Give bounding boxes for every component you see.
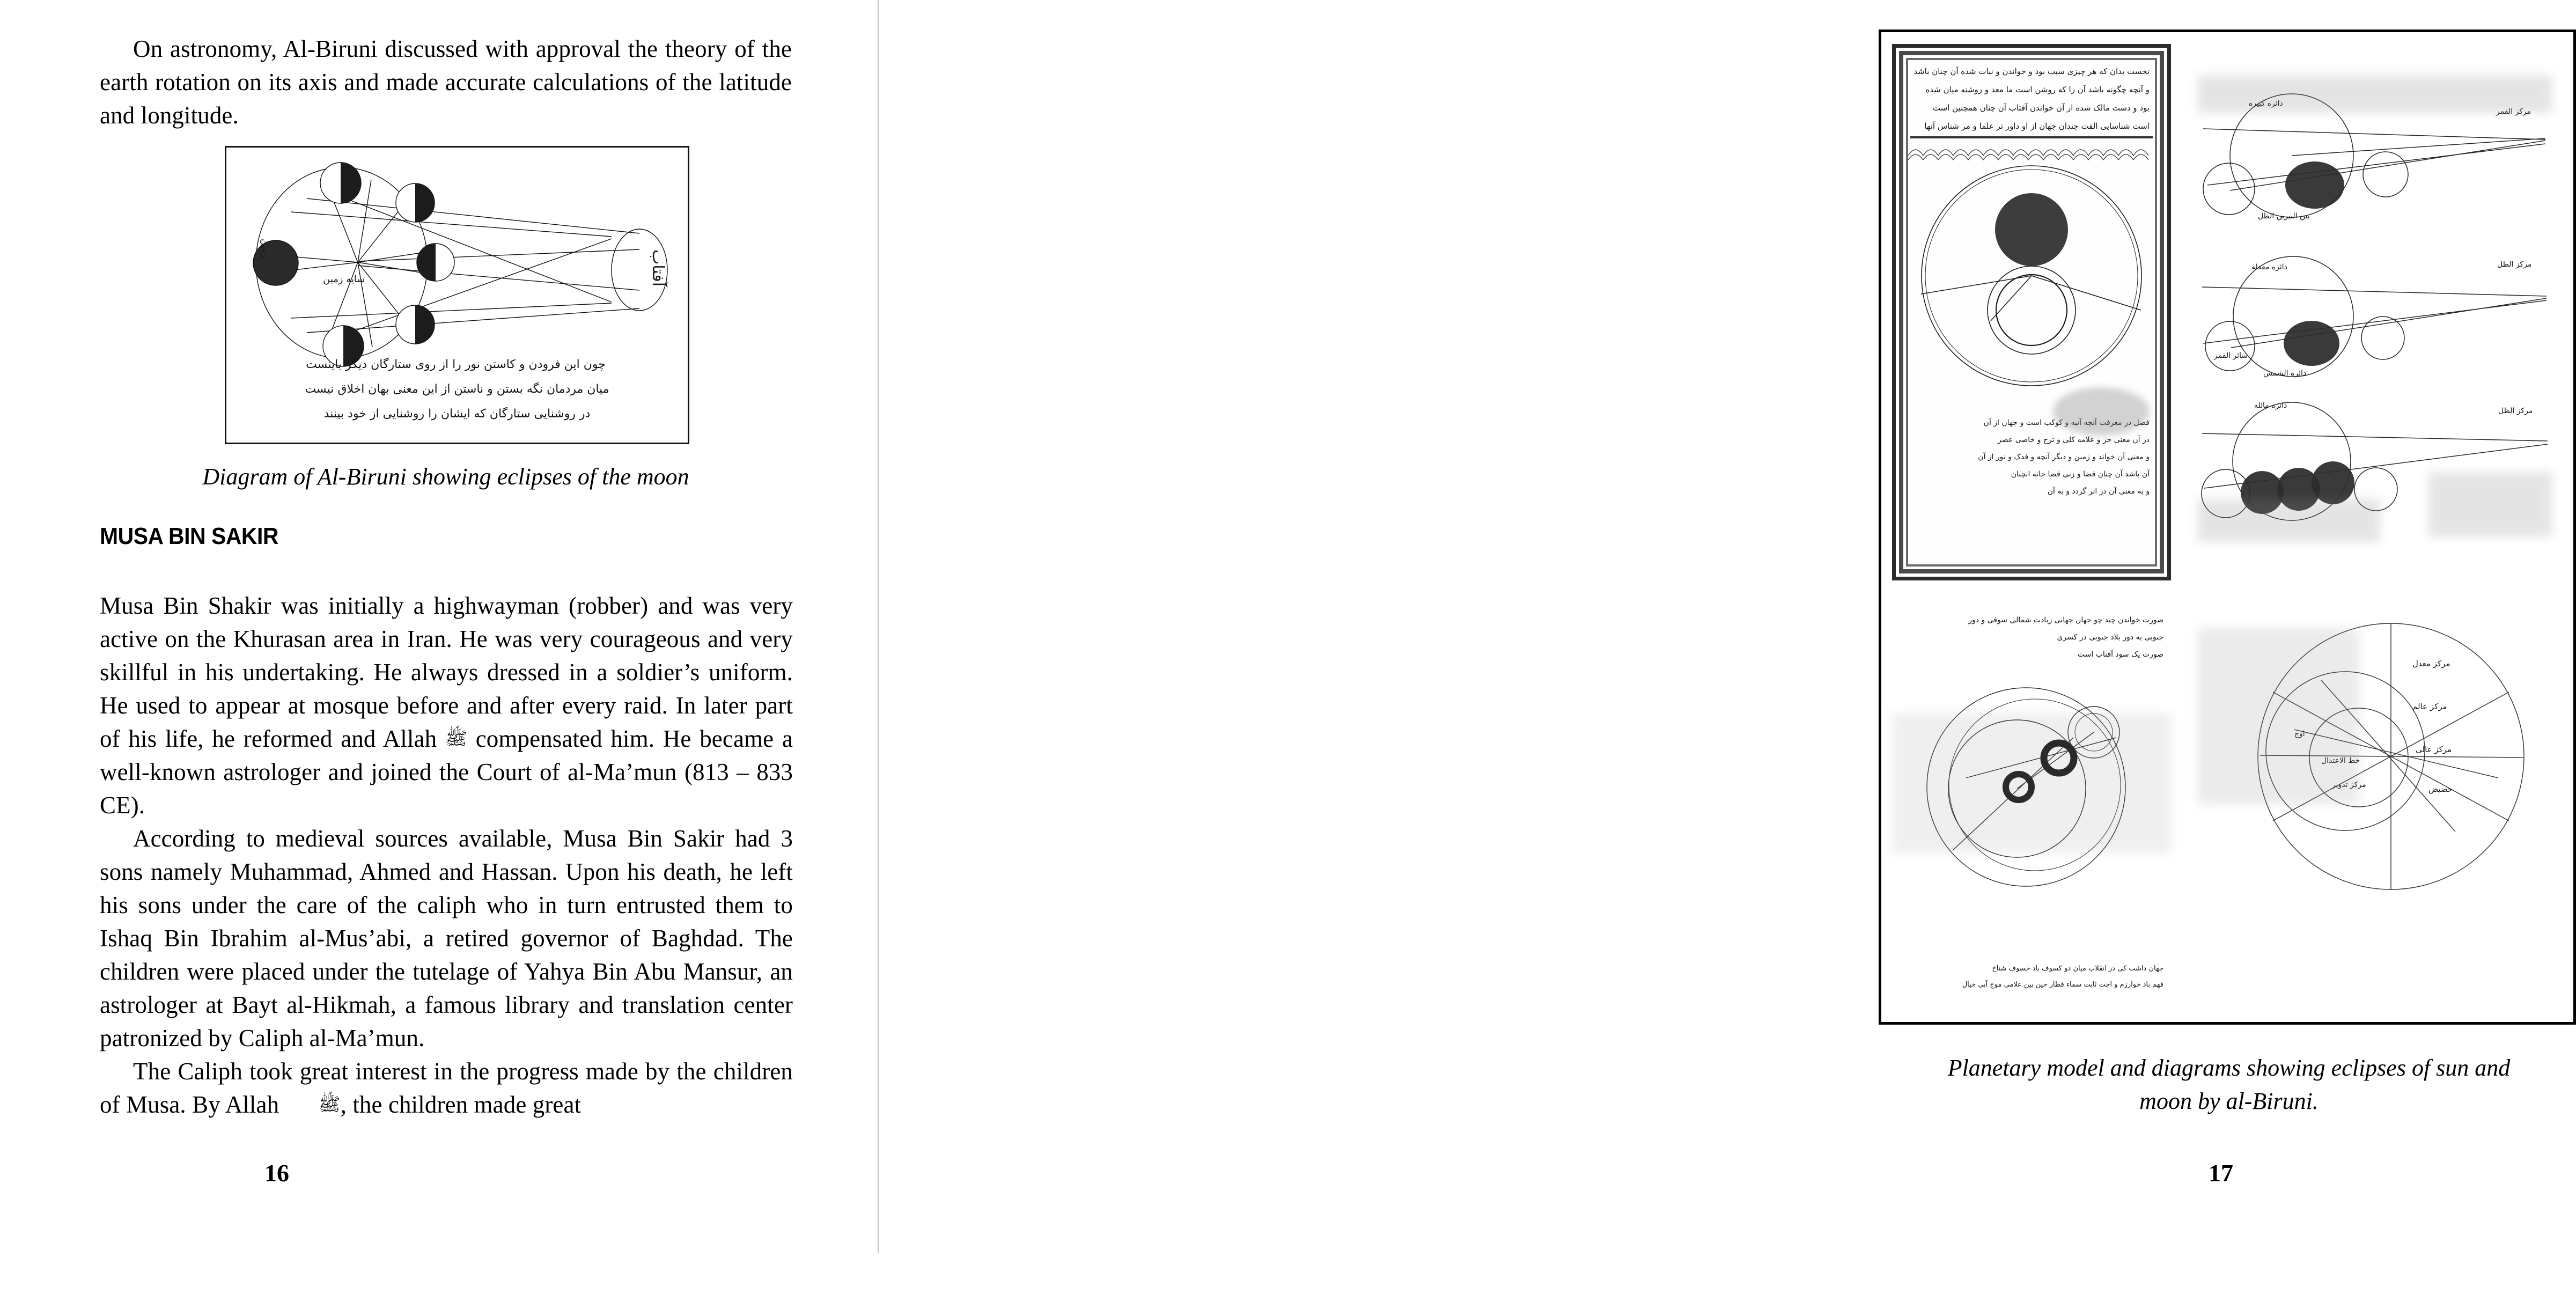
- manuscript-rule: [1910, 136, 2153, 138]
- panel-eclipse-1: [2198, 75, 2552, 236]
- planetary-bottom-text: [1900, 961, 2163, 993]
- panel-eclipse-3: [2198, 397, 2552, 558]
- shaded-disc: [2284, 321, 2339, 366]
- scan-smudge: [2198, 628, 2359, 805]
- section-heading-musa-bin-sakir: MUSA BIN SAKIR: [100, 523, 278, 549]
- circle-label-1: مرکز معدل: [2412, 659, 2450, 668]
- paragraph-caliph-part-b: , the children made great: [340, 1091, 582, 1118]
- eclipse-1-label-2: مرکز القمر: [2496, 107, 2531, 116]
- figure-shadow-label: سایه زمین: [323, 274, 365, 285]
- circle-label-3: مرکز عالی: [2416, 745, 2452, 754]
- manuscript-line-4: است شناسایی الفت چندان جهان از او داور تر علما و مر شناس آنها: [1924, 121, 2150, 131]
- scan-smudge: [2198, 499, 2380, 542]
- planetary-bottom-line-1: جهان داشت کی در انقلاب میان دو کسوف باد خسوف شناخ: [1992, 965, 2163, 973]
- paragraph-musa-1-part-b: compensated him. He became a well-known astrologer and joined the Court of al-Ma’mun (813 – 833 CE).: [100, 725, 793, 819]
- eclipse-3-label-2: مرکز الظل: [2498, 407, 2533, 415]
- panel-planetary-model: [1892, 606, 2171, 1001]
- figure-caption-planetary: [1888, 1051, 2570, 1118]
- scan-smudge: [2053, 387, 2150, 436]
- manuscript-line-1: نخست بدان که هر چیزی سبب بود و خواندن و نبات شده آن چنان باشد: [1913, 67, 2150, 76]
- eclipse-2-label-3: سائر القمر: [2214, 351, 2248, 360]
- shaded-disc: [2312, 461, 2354, 504]
- figure-script-line-3: در روشنایی ستارگان که ایشان را روشنایی از خود بینند: [323, 407, 591, 421]
- planetary-top-line-3: صورت یک سود آفتاب است: [2077, 650, 2163, 659]
- figure-moon-eclipse: [225, 146, 689, 444]
- panel-eclipse-diagrams: [2198, 75, 2552, 558]
- shaded-disc: [1995, 193, 2068, 266]
- manuscript-line-3: بود و دست مالک شده از آن خواندن آفتاب آن چنان همچنین است: [1932, 103, 2150, 113]
- paragraph-caliph: The Caliph took great interest in the progress made by the children of Musa. By Allah ﷺ, the children made great: [100, 1058, 793, 1118]
- panel-manuscript: [1892, 44, 2171, 580]
- circle-label-5: خط الاعتدال: [2321, 756, 2360, 765]
- eclipse-2-label-4: دائره الشمس: [2263, 369, 2307, 378]
- paragraph-musa-2: According to medieval sources available, Musa Bin Sakir had 3 sons namely Muhammad, Ahmed and Hassan. Upon his death, he left his sons under the care of the caliph who in turn entrusted them to Ishaq Bin Ibrahim al-Mus’abi, a retired governor of Baghdad. The children were placed under the tutelage of Yahya Bin Abu Mansur, an astrologer at Bayt al-Hikmah, a famous library and translation center patronized by Caliph al-Ma’mun.: [100, 825, 793, 1051]
- left-text-column: [100, 32, 792, 132]
- shaded-disc: [2285, 161, 2344, 209]
- figure-moon-eclipse-canvas: [226, 148, 688, 443]
- figure-caption-planetary-line-2: moon by al-Biruni.: [2139, 1088, 2319, 1114]
- manuscript-text-block: [1913, 62, 2150, 135]
- manuscript-lower-line-3: و معنی آن خواند و زمین و دیگر آنچه و فدک و نور از آن: [1978, 453, 2150, 461]
- scan-smudge: [1892, 713, 2171, 853]
- planetary-top-line-1: صورت خواندن چند چو جهان جهانی زیادت شمالی سوفی و دور: [1968, 616, 2163, 624]
- paragraph-musa-1-part-a: Musa Bin Shakir was initially a highwayman (robber) and was very active on the Khurasan area in Iran. He was very courageous and very skillful in his undertaking. He always dressed in a soldier’s uniform. He used to appear at mosque before and after every raid. In later part of his life, he reformed and Allah: [100, 592, 793, 752]
- figure-caption-planetary-line-1: Planetary model and diagrams showing eclipses of sun and: [1947, 1055, 2511, 1081]
- paragraph-astronomy: On astronomy, Al-Biruni discussed with approval the theory of the earth rotation on its axis and made accurate calculations of the latitude and longitude.: [100, 35, 792, 129]
- manuscript-circle-diagram: [1910, 149, 2153, 401]
- paragraph-caliph-part-a: The Caliph took great interest in the progress made by the children of Musa. By Allah: [100, 1058, 793, 1118]
- manuscript-lower-line-1: فصل در معرفت آنچه آنبه و کوکب است و جهان از آن: [1983, 418, 2150, 427]
- figure-script-line-1: چون این فرودن و کاستن نور را از روی ستارگان دیگر باینست: [306, 358, 606, 371]
- scan-smudge: [2198, 75, 2552, 113]
- eclipse-1-label-3: بین النیرین الظل: [2258, 212, 2310, 220]
- page-right: [880, 0, 2533, 1302]
- figure-sun-label: آفتاب: [649, 249, 667, 287]
- manuscript-line-2: و آنچه چگونه باشد آن را که روشن است ما معد و روشنه میان شده: [1925, 85, 2150, 94]
- figure-side-label: زمین: [260, 239, 270, 258]
- paragraph-musa-1: Musa Bin Shakir was initially a highwayman (robber) and was very active on the Khurasan area in Iran. He was very courageous and very skillful in his undertaking. He always dressed in a soldier’s uniform. He used to appear at mosque before and after every raid. In later part of his life, he reformed and Allah ﷺ compensated him. He became a well-known astrologer and joined the Court of al-Ma’mun (813 – 833 CE).: [100, 592, 793, 819]
- figure-script-line-2: میان مردمان نگه بستن و ناستن از این معنی بهان اخلاق نیست: [305, 382, 609, 396]
- manuscript-lower-line-2: در آن معنی جز و علامه کلی و ترج و خاصی عصر: [1998, 436, 2150, 444]
- eclipse-3-label-1: دائره مائله: [2254, 401, 2287, 410]
- figure-planetary-plate: [1879, 30, 2576, 1025]
- page-number-right: 17: [2209, 1159, 2233, 1187]
- eclipse-2-label-1: دائره معدله: [2251, 263, 2287, 271]
- page-number-left: 16: [264, 1159, 289, 1187]
- planetary-bottom-line-2: فهم باد خوارزم و اجت ثابت سماء قطار حین بین علامی موج آبی خیال: [1962, 981, 2163, 989]
- scan-smudge: [2428, 472, 2552, 536]
- panel-circle-diagram: [2198, 595, 2552, 998]
- eclipse-1-label-1: دائره کبیره: [2249, 99, 2283, 108]
- figure-caption-moon: Diagram of Al-Biruni showing eclipses of the moon: [202, 464, 689, 490]
- planetary-top-line-2: جنوبی به دور بلاد جنوبی در کسری: [2057, 633, 2163, 642]
- left-body-block: [100, 589, 793, 1121]
- circle-label-4: حضیض: [2428, 784, 2453, 794]
- page-left: [0, 0, 880, 1302]
- page-gutter-line: [878, 0, 879, 1253]
- circle-label-2: مرکز عالم: [2412, 702, 2447, 711]
- panel-eclipse-2: [2198, 236, 2552, 397]
- planetary-top-text: [1900, 612, 2163, 663]
- manuscript-lower-line-4: آن باشد آن چنان قضا و زنی قضا خانه انچنان: [2011, 470, 2150, 479]
- circle-label-7: مرکز تدویر: [2332, 781, 2366, 789]
- circle-label-6: اوج: [2294, 730, 2305, 738]
- eclipse-2-label-2: مرکز الظل: [2497, 260, 2532, 269]
- manuscript-lower-line-5: و به معنی آن در اثر گردد و به آن: [2047, 487, 2150, 496]
